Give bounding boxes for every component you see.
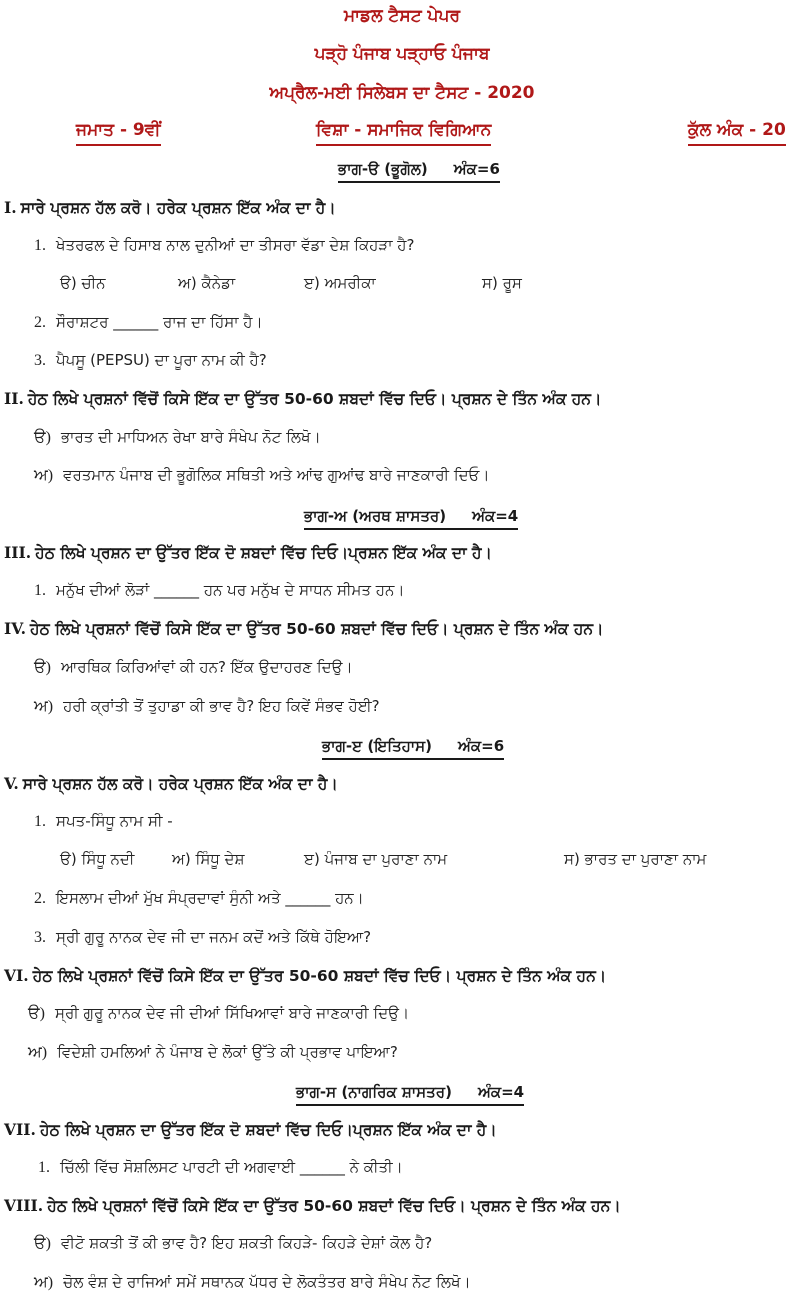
question-heading: III. ਹੇਠ ਲਿਖੇ ਪ੍ਰਸ਼ਨ ਦਾ ਉੱਤਰ ਇੱਕ ਦੋ ਸ਼ਬਦਾਂ ਵਿੱਚ ਦਿਓ।ਪ੍ਰਸ਼ਨ ਇੱਕ ਅੰਕ ਦਾ ਹੈ।	[4, 543, 492, 562]
paper-slogan: ਪੜ੍ਹੋ ਪੰਜਾਬ ਪੜ੍ਹਾਓ ਪੰਜਾਬ	[314, 44, 490, 64]
total-marks-label: ਕੁੱਲ ਅੰਕ - 20	[688, 120, 786, 146]
question-item: 1. ਮਨੁੱਖ ਦੀਆਂ ਲੋੜਾਂ ______ ਹਨ ਪਰ ਮਨੁੱਖ ਦੇ ਸਾਧਨ ਸੀਮਤ ਹਨ।	[34, 581, 405, 599]
option: ੲ) ਅਮਰੀਕਾ	[304, 274, 376, 292]
option: ਅ) ਸਿੰਧੂ ਦੇਸ਼	[172, 850, 245, 868]
question-item: 3. ਸ੍ਰੀ ਗੁਰੂ ਨਾਨਕ ਦੇਵ ਜੀ ਦਾ ਜਨਮ ਕਦੋਂ ਅਤੇ ਕਿੱਥੇ ਹੋਇਆ?	[34, 928, 372, 946]
option: ੲ) ਪੰਜਾਬ ਦਾ ਪੁਰਾਣਾ ਨਾਮ	[304, 850, 448, 868]
class-label: ਜਮਾਤ - 9ਵੀਂ	[76, 120, 161, 146]
option: ਸ) ਰੂਸ	[482, 274, 522, 292]
question-heading: VII. ਹੇਠ ਲਿਖੇ ਪ੍ਰਸ਼ਨ ਦਾ ਉੱਤਰ ਇੱਕ ਦੋ ਸ਼ਬਦਾਂ ਵਿੱਚ ਦਿਓ।ਪ੍ਰਸ਼ਨ ਇੱਕ ਅੰਕ ਦਾ ਹੈ।	[4, 1120, 497, 1139]
part-heading: ਭਾਗ-ੳ (ਭੂਗੋਲ) ਅੰਕ=6	[338, 160, 500, 183]
question-item: ੳ) ਸ੍ਰੀ ਗੁਰੂ ਨਾਨਕ ਦੇਵ ਜੀ ਦੀਆਂ ਸਿੱਖਿਆਵਾਂ ਬਾਰੇ ਜਾਣਕਾਰੀ ਦਿਉ।	[28, 1004, 410, 1022]
question-item: 2. ਇਸਲਾਮ ਦੀਆਂ ਮੁੱਖ ਸੰਪ੍ਰਦਾਵਾਂ ਸੁੰਨੀ ਅਤੇ ______ ਹਨ।	[34, 889, 364, 907]
part-heading: ਭਾਗ-ਅ (ਅਰਥ ਸ਼ਾਸਤਰ) ਅੰਕ=4	[304, 507, 518, 530]
question-item: 1. ਚਿੱਲੀ ਵਿੱਚ ਸੋਸ਼ਲਿਸਟ ਪਾਰਟੀ ਦੀ ਅਗਵਾਈ ______ ਨੇ ਕੀਤੀ।	[38, 1158, 403, 1176]
part-heading: ਭਾਗ-ਸ (ਨਾਗਰਿਕ ਸ਼ਾਸਤਰ) ਅੰਕ=4	[296, 1083, 524, 1106]
question-item: 3. ਪੈਪਸੂ (PEPSU) ਦਾ ਪੂਰਾ ਨਾਮ ਕੀ ਹੈ?	[34, 351, 267, 369]
subject-label: ਵਿਸ਼ਾ - ਸਮਾਜਿਕ ਵਿਗਿਆਨ	[316, 120, 491, 146]
question-heading: I. ਸਾਰੇ ਪ੍ਰਸ਼ਨ ਹੱਲ ਕਰੋ। ਹਰੇਕ ਪ੍ਰਸ਼ਨ ਇੱਕ ਅੰਕ ਦਾ ਹੈ।	[4, 198, 336, 217]
question-item: ਅ) ਹਰੀ ਕ੍ਰਾਂਤੀ ਤੋਂ ਤੁਹਾਡਾ ਕੀ ਭਾਵ ਹੈ? ਇਹ ਕਿਵੇਂ ਸੰਭਵ ਹੋਈ?	[34, 697, 380, 715]
option: ੳ) ਚੀਨ	[60, 274, 106, 292]
question-heading: II. ਹੇਠ ਲਿਖੇ ਪ੍ਰਸ਼ਨਾਂ ਵਿੱਚੋਂ ਕਿਸੇ ਇੱਕ ਦਾ ਉੱਤਰ 50-60 ਸ਼ਬਦਾਂ ਵਿੱਚ ਦਿਓ। ਪ੍ਰਸ਼ਨ ਦੇ ਤਿੰਨ ਅੰਕ ਹਨ।	[4, 389, 602, 408]
option: ਅ) ਕੈਨੇਡਾ	[178, 274, 236, 292]
question-item: ੳ) ਭਾਰਤ ਦੀ ਮਾਧਿਅਨ ਰੇਖਾ ਬਾਰੇ ਸੰਖੇਪ ਨੋਟ ਲਿਖੋ।	[34, 428, 321, 446]
question-item: 2. ਸੌਰਾਸ਼ਟਰ ______ ਰਾਜ ਦਾ ਹਿੱਸਾ ਹੈ।	[34, 313, 263, 331]
question-heading: IV. ਹੇਠ ਲਿਖੇ ਪ੍ਰਸ਼ਨਾਂ ਵਿੱਚੋਂ ਕਿਸੇ ਇੱਕ ਦਾ ਉੱਤਰ 50-60 ਸ਼ਬਦਾਂ ਵਿੱਚ ਦਿਓ। ਪ੍ਰਸ਼ਨ ਦੇ ਤਿੰਨ ਅੰਕ ਹਨ।	[4, 619, 604, 638]
question-heading: V. ਸਾਰੇ ਪ੍ਰਸ਼ਨ ਹੱਲ ਕਰੋ। ਹਰੇਕ ਪ੍ਰਸ਼ਨ ਇੱਕ ਅੰਕ ਦਾ ਹੈ।	[4, 774, 338, 793]
question-heading: VIII. ਹੇਠ ਲਿਖੇ ਪ੍ਰਸ਼ਨਾਂ ਵਿੱਚੋਂ ਕਿਸੇ ਇੱਕ ਦਾ ਉੱਤਰ 50-60 ਸ਼ਬਦਾਂ ਵਿੱਚ ਦਿਓ। ਪ੍ਰਸ਼ਨ ਦੇ ਤਿੰਨ ਅੰਕ ਹਨ।	[4, 1196, 621, 1215]
question-item: ਅ) ਚੋਲ ਵੰਸ਼ ਦੇ ਰਾਜਿਆਂ ਸਮੇਂ ਸਥਾਨਕ ਪੱਧਰ ਦੇ ਲੋਕਤੰਤਰ ਬਾਰੇ ਸੰਖੇਪ ਨੋਟ ਲਿਖੋ।	[34, 1273, 471, 1291]
paper-subtitle: ਅਪ੍ਰੈਲ-ਮਈ ਸਿਲੇਬਸ ਦਾ ਟੈਸਟ - 2020	[269, 83, 535, 103]
option: ਸ) ਭਾਰਤ ਦਾ ਪੁਰਾਣਾ ਨਾਮ	[564, 850, 707, 868]
question-heading: VI. ਹੇਠ ਲਿਖੇ ਪ੍ਰਸ਼ਨਾਂ ਵਿੱਚੋਂ ਕਿਸੇ ਇੱਕ ਦਾ ਉੱਤਰ 50-60 ਸ਼ਬਦਾਂ ਵਿੱਚ ਦਿਓ। ਪ੍ਰਸ਼ਨ ਦੇ ਤਿੰਨ ਅੰਕ ਹਨ।	[4, 966, 607, 985]
option: ੳ) ਸਿੰਧੂ ਨਦੀ	[60, 850, 135, 868]
part-heading: ਭਾਗ-ੲ (ਇਤਿਹਾਸ) ਅੰਕ=6	[322, 737, 504, 760]
question-item: 1. ਸਪਤ-ਸਿੰਧੂ ਨਾਮ ਸੀ -	[34, 812, 173, 830]
paper-title: ਮਾਡਲ ਟੈਸਟ ਪੇਪਰ	[343, 6, 460, 26]
question-item: ਅ) ਵਰਤਮਾਨ ਪੰਜਾਬ ਦੀ ਭੂਗੋਲਿਕ ਸਥਿਤੀ ਅਤੇ ਆਂਢ ਗੁਆਂਢ ਬਾਰੇ ਜਾਣਕਾਰੀ ਦਿਓ।	[34, 466, 490, 484]
question-item: ਅ) ਵਿਦੇਸ਼ੀ ਹਮਲਿਆਂ ਨੇ ਪੰਜਾਬ ਦੇ ਲੋਕਾਂ ਉੱਤੇ ਕੀ ਪ੍ਰਭਾਵ ਪਾਇਆ?	[28, 1043, 398, 1061]
question-item: ੳ) ਵੀਟੋ ਸ਼ਕਤੀ ਤੋਂ ਕੀ ਭਾਵ ਹੈ? ਇਹ ਸ਼ਕਤੀ ਕਿਹੜੇ- ਕਿਹੜੇ ਦੇਸ਼ਾਂ ਕੋਲ ਹੈ?	[34, 1234, 433, 1252]
question-item: ੳ) ਆਰਥਿਕ ਕਿਰਿਆਂਵਾਂ ਕੀ ਹਨ? ਇੱਕ ਉਦਾਹਰਣ ਦਿਉ।	[34, 658, 353, 676]
question-item: 1. ਖੇਤਰਫਲ ਦੇ ਹਿਸਾਬ ਨਾਲ ਦੁਨੀਆਂ ਦਾ ਤੀਸਰਾ ਵੱਡਾ ਦੇਸ਼ ਕਿਹੜਾ ਹੈ?	[34, 236, 415, 254]
